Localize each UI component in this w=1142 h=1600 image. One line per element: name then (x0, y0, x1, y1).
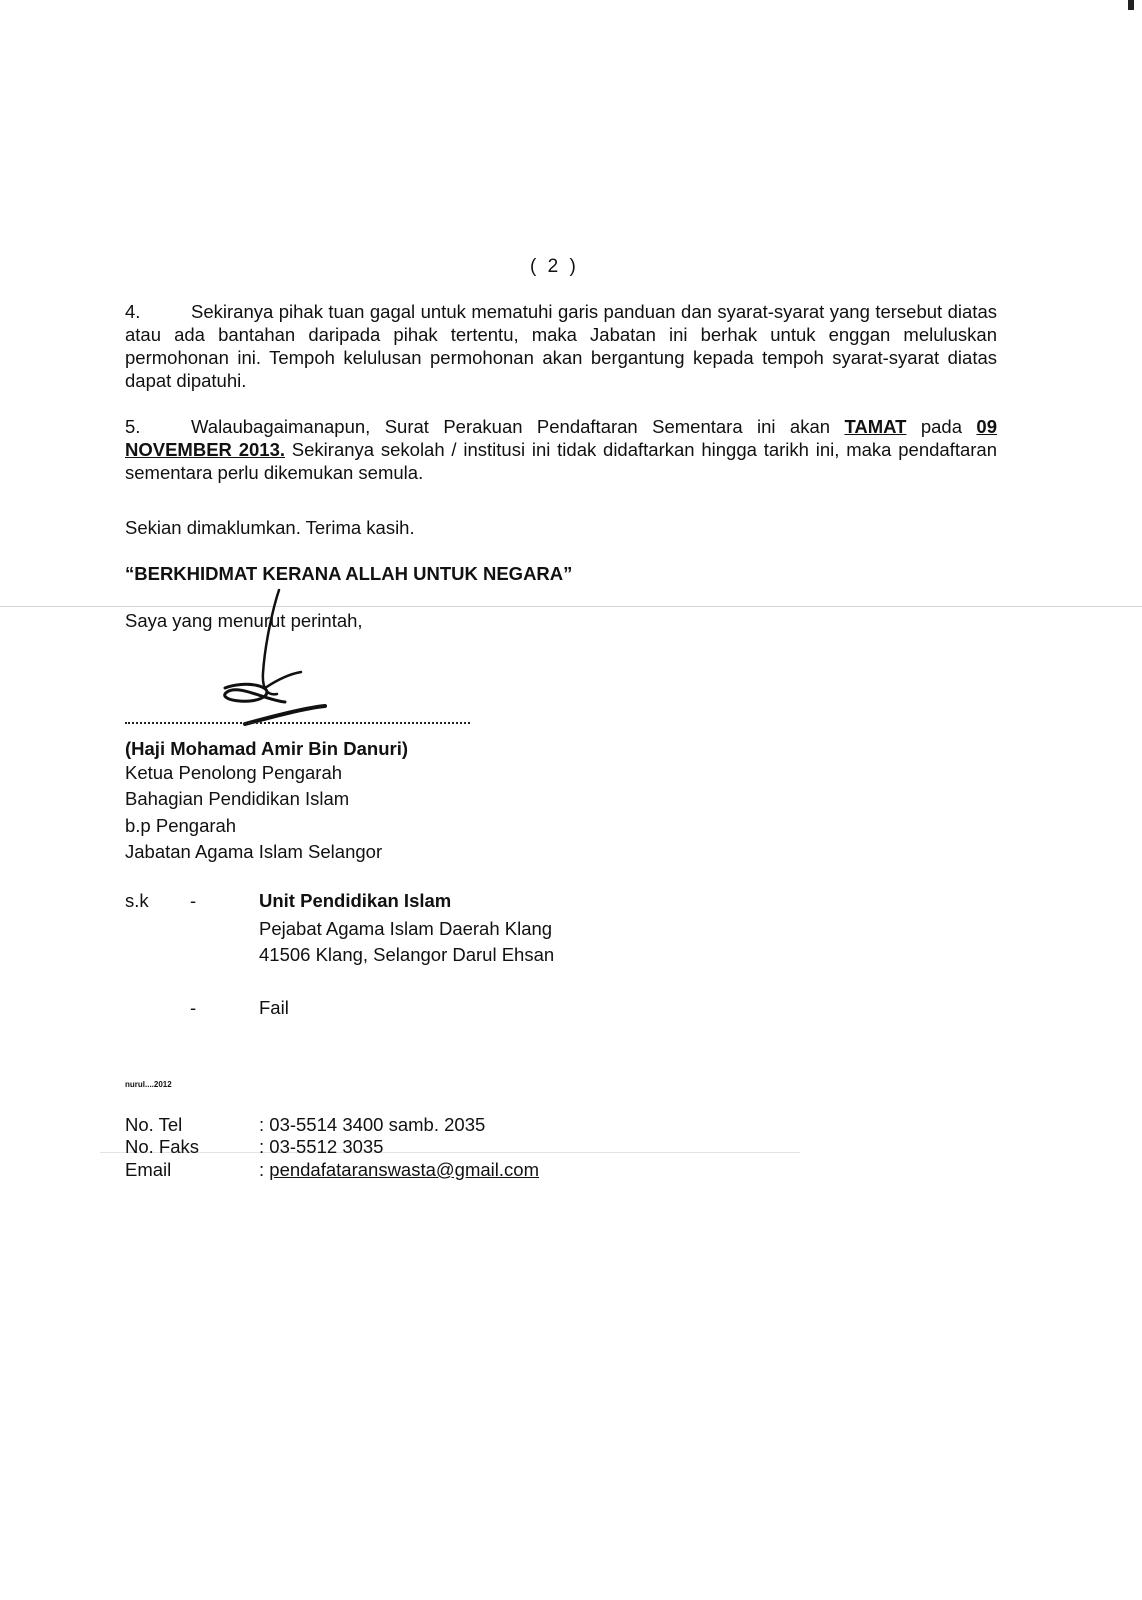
tel-label: No. Tel (125, 1114, 183, 1135)
paragraph-4-text: Sekiranya pihak tuan gagal untuk mematuhi garis panduan dan syarat-syarat yang tersebut diatas atau ada bantahan daripada pihak tertentu, maka Jabatan ini berhak untuk enggan meluluskan permohonan ini. Tempoh kelulusan permohonan akan bergantung kepada tempoh syarat-syarat diatas dapat dipatuhi. (125, 301, 997, 391)
motto: “BERKHIDMAT KERANA ALLAH UNTUK NEGARA” (125, 563, 573, 584)
scan-artifact-mark (1128, 0, 1134, 10)
signoff-text: Saya yang menurut perintah, (125, 610, 363, 631)
sk-dash-2: - (190, 997, 197, 1018)
signatory-title-4: Jabatan Agama Islam Selangor (125, 841, 383, 862)
paragraph-5-text-c: Sekiranya sekolah / institusi ini tidak didaftarkan hingga tarikh ini, maka pendaftaran sementara perlu dikemukan semula. (125, 439, 997, 483)
sk-recipient-1-line-1: Pejabat Agama Islam Daerah Klang (259, 918, 553, 939)
fax-label: No. Faks (125, 1136, 200, 1157)
tamat-highlight: TAMAT (844, 416, 907, 437)
closing-text: Sekian dimaklumkan. Terima kasih. (125, 517, 415, 538)
sk-recipient-1-name: Unit Pendidikan Islam (259, 890, 452, 911)
signature-image (205, 588, 345, 748)
scan-artifact-line (0, 606, 1142, 607)
email-label: Email (125, 1159, 172, 1180)
email-row (259, 1159, 539, 1181)
paragraph-5 (125, 415, 997, 484)
expiry-date: 09 NOVEMBER 2013. (125, 416, 997, 460)
sk-recipient-2: Fail (259, 997, 289, 1018)
paragraph-5-text-b: pada (906, 416, 977, 437)
page-number: ( 2 ) (530, 256, 579, 277)
signatory-title-3: b.p Pengarah (125, 815, 237, 836)
signatory-title-1: Ketua Penolong Pengarah (125, 762, 343, 783)
signatory-title-2: Bahagian Pendidikan Islam (125, 788, 350, 809)
sk-recipient-1-line-2: 41506 Klang, Selangor Darul Ehsan (259, 944, 555, 965)
paragraph-5-text-a: Walaubagaimanapun, Surat Perakuan Pendaftaran Sementara ini akan (191, 416, 845, 437)
email-prefix: : (259, 1159, 270, 1180)
fax-value: : 03-5512 3035 (259, 1136, 384, 1157)
paragraph-4-number: 4. (125, 301, 141, 322)
sk-label: s.k (125, 890, 149, 911)
paragraph-4 (125, 300, 997, 392)
signature-dotted-line (125, 720, 470, 724)
reference-code: nurul....2012 (125, 1080, 172, 1089)
tel-value: : 03-5514 3400 samb. 2035 (259, 1114, 486, 1135)
email-link[interactable]: pendafataranswasta@gmail.com (269, 1159, 539, 1180)
sk-dash-1: - (190, 890, 197, 911)
signatory-name: (Haji Mohamad Amir Bin Danuri) (125, 738, 409, 759)
paragraph-5-number: 5. (125, 416, 141, 437)
scan-artifact-line (100, 1152, 800, 1153)
